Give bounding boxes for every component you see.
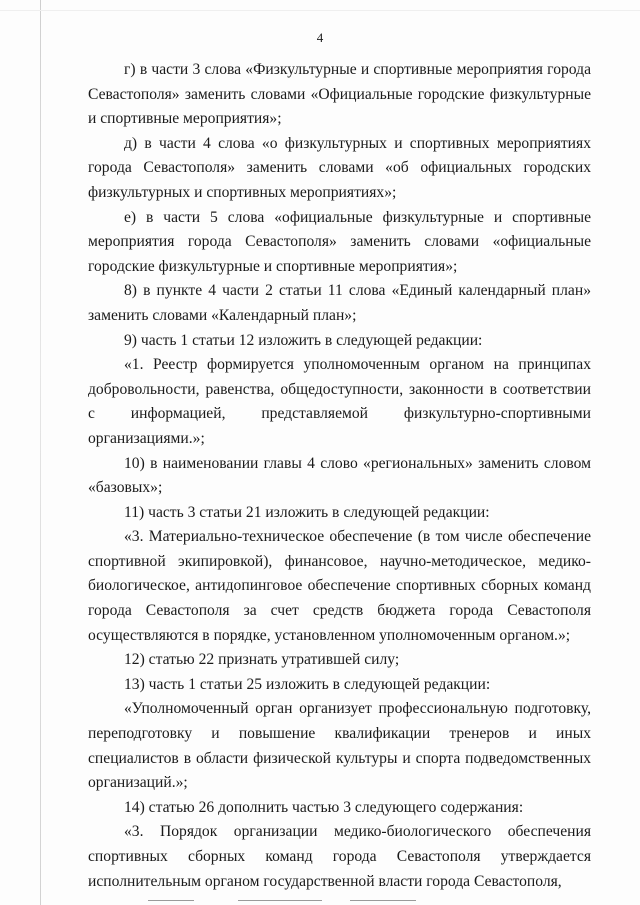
paragraph-quote-3: «3. Материально-техническое обеспечение (в том числе обеспечение спортивной экипировкой), финансовое, научно-методическое, медико-биологическое, антидопинговое обеспечение спортивных сборных команд города Севастополя за счет средств бюджета города Севастополя осуществляются в порядке, установленном уполномоченным органом.»; bbox=[88, 528, 591, 644]
paragraph-item-8: 8) в пункте 4 части 2 статьи 11 слова «Единый календарный план» заменить словами «Календарный план»; bbox=[88, 282, 591, 324]
paragraph-item-10: 10) в наименовании главы 4 слово «региональных» заменить словом «базовых»; bbox=[88, 454, 591, 497]
page-number: 4 bbox=[316, 30, 324, 45]
paragraph-item-11: 11) часть 3 статьи 21 изложить в следующей редакции: bbox=[124, 503, 490, 521]
paragraph-item-9: 9) часть 1 статьи 12 изложить в следующей редакции: bbox=[124, 331, 483, 349]
paragraph-quote-authority: «Уполномоченный орган организует профессиональную подготовку, переподготовку и повышение квалификации тренеров и иных специалистов в области физической культуры и спорта подведомственных организаций.»; bbox=[88, 700, 591, 792]
scan-artifact bbox=[148, 900, 194, 901]
paragraph-d: д) в части 4 слова «о физкультурных и спортивных мероприятиях города Севастополя» заменить словами «об официальных городских физкультурных и спортивных мероприятиях»; bbox=[88, 134, 591, 201]
scan-edge-top bbox=[0, 10, 640, 11]
paragraph-item-12: 12) статью 22 признать утратившей силу; bbox=[124, 651, 400, 669]
paragraph-quote-1: «1. Реестр формируется уполномоченным органом на принципах добровольности, равенства, общедоступности, законности в соответствии с информацией, представляемой физкультурно-спортивными организациями.»; bbox=[88, 356, 591, 447]
paragraph-item-13: 13) часть 1 статьи 25 изложить в следующей редакции: bbox=[124, 675, 491, 693]
paragraph-g: г) в части 3 слова «Физкультурные и спортивные мероприятия города Севастополя» заменить словами «Официальные городские физкультурные и спортивные мероприятия»; bbox=[88, 61, 591, 128]
paragraph-quote-3b: «3. Порядок организации медико-биологического обеспечения спортивных сборных команд города Севастополя утверждается исполнительным органом государственной власти города Севастополя, bbox=[88, 823, 591, 890]
scan-artifact bbox=[350, 900, 416, 901]
scan-edge bbox=[40, 0, 41, 905]
scan-artifact bbox=[238, 900, 322, 901]
document-body bbox=[88, 58, 591, 894]
paragraph-item-14: 14) статью 26 дополнить частью 3 следующего содержания: bbox=[124, 798, 524, 816]
paragraph-e: е) в части 5 слова «официальные физкультурные и спортивные мероприятия города Севастополя» заменить словами «официальные городские физкультурные и спортивные мероприятия»; bbox=[88, 208, 591, 275]
